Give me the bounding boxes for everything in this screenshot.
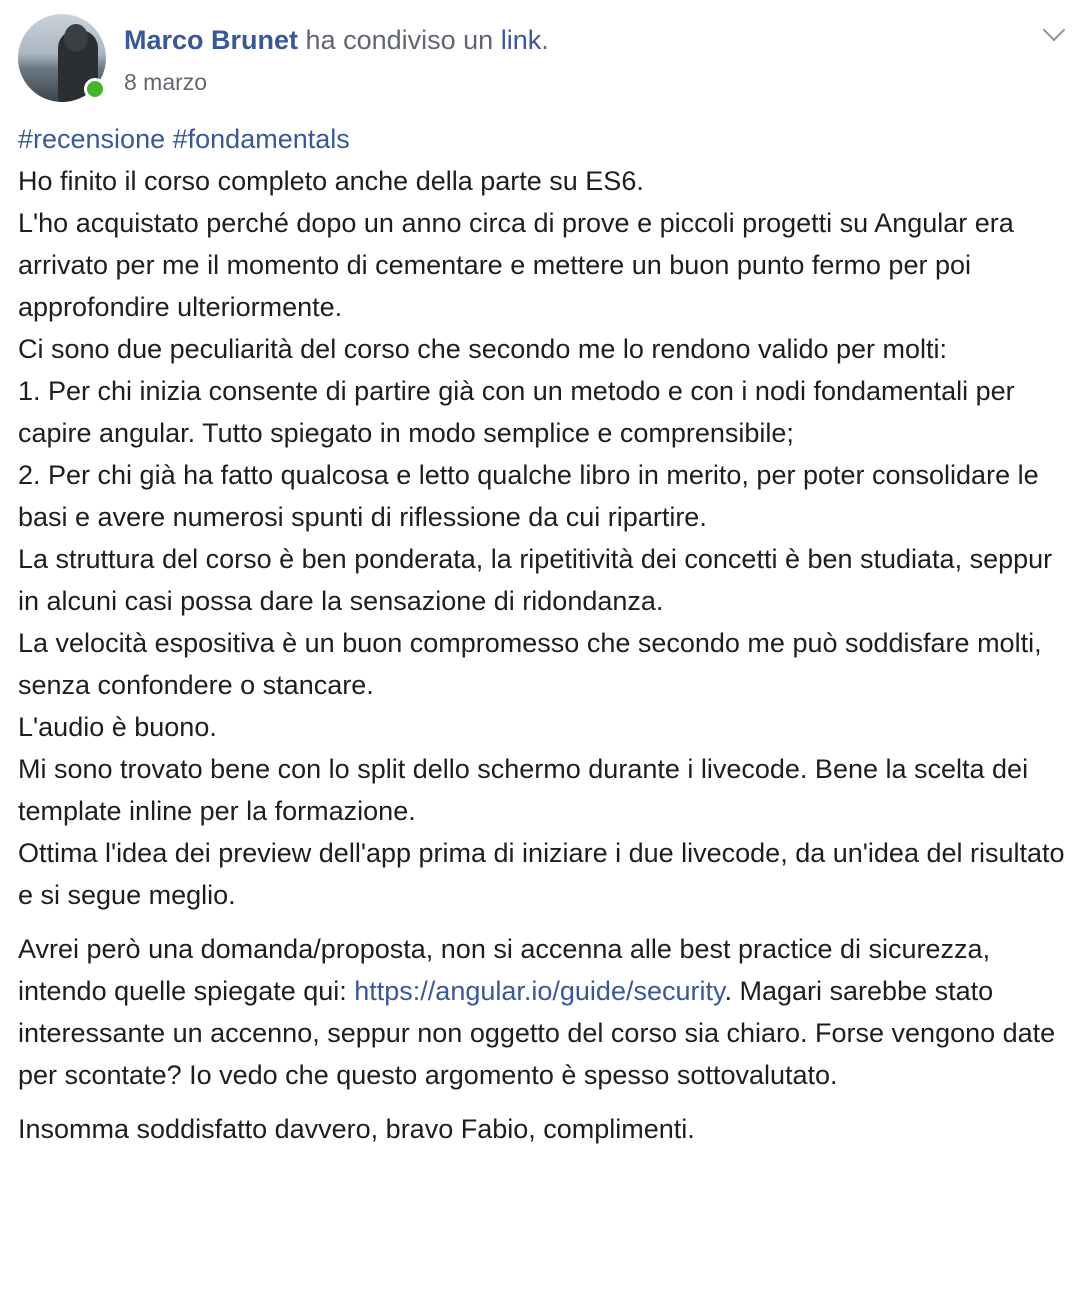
post-line: Mi sono trovato bene con lo split dello schermo durante i livecode. Bene la scelta dei template inline per la formazione. [18, 754, 1029, 826]
author-name-link[interactable]: Marco Brunet [124, 25, 299, 55]
action-text: ha condiviso un [305, 25, 494, 55]
paragraph2-text-after: . Magari sarebbe stato interessante un accenno, seppur non oggetto del corso sia chiaro. Forse vengono date per scontate? Io vedo che questo argomento è spesso sottovalutato. [18, 976, 1056, 1090]
post-line: L'audio è buono. [18, 712, 217, 742]
post-paragraph-1 [18, 118, 1068, 916]
header-period: . [541, 25, 549, 55]
post-line: L'ho acquistato perché dopo un anno circa di prove e piccoli progetti su Angular era arrivato per me il momento di cementare e mettere un buon punto fermo per poi approfondire ulteriormente. [18, 208, 1014, 322]
post-body [18, 118, 1068, 1150]
post-line: Ci sono due peculiarità del corso che secondo me lo rendono valido per molti: [18, 334, 948, 364]
security-guide-link[interactable]: https://angular.io/guide/security [354, 976, 725, 1006]
post-timestamp[interactable]: 8 marzo [124, 69, 208, 95]
avatar-person-head [64, 24, 88, 52]
post-line: Ho finito il corso completo anche della parte su ES6. [18, 166, 644, 196]
hashtag-link[interactable]: #fondamentals [172, 124, 350, 154]
shared-link-word[interactable]: link [500, 25, 542, 55]
post-paragraph-2 [18, 928, 1068, 1096]
post-header [124, 22, 549, 58]
hashtag-link[interactable]: #recensione [18, 124, 166, 154]
paragraph2-text-before: Avrei però una domanda/proposta, non si accenna alle best practice di sicurezza, intendo quelle spiegate qui: [18, 934, 991, 1006]
post-line: La velocità espositiva è un buon compromesso che secondo me può soddisfare molti, senza confondere o stancare. [18, 628, 1042, 700]
post-line: 1. Per chi inizia consente di partire già con un metodo e con i nodi fondamentali per capire angular. Tutto spiegato in modo semplice e comprensibile; [18, 376, 1015, 448]
post-line: 2. Per chi già ha fatto qualcosa e letto qualche libro in merito, per poter consolidare le basi e avere numerosi spunti di riflessione da cui ripartire. [18, 460, 1039, 532]
post-line: La struttura del corso è ben ponderata, la ripetitività dei concetti è ben studiata, seppur in alcuni casi possa dare la sensazione di ridondanza. [18, 544, 1053, 616]
post-line: Ottima l'idea dei preview dell'app prima di iniziare i due livecode, da un'idea del risultato e si segue meglio. [18, 838, 1065, 910]
chevron-down-icon[interactable] [1043, 19, 1066, 42]
post-paragraph-3: Insomma soddisfatto davvero, bravo Fabio, complimenti. [18, 1114, 695, 1144]
online-status-icon [84, 78, 106, 100]
